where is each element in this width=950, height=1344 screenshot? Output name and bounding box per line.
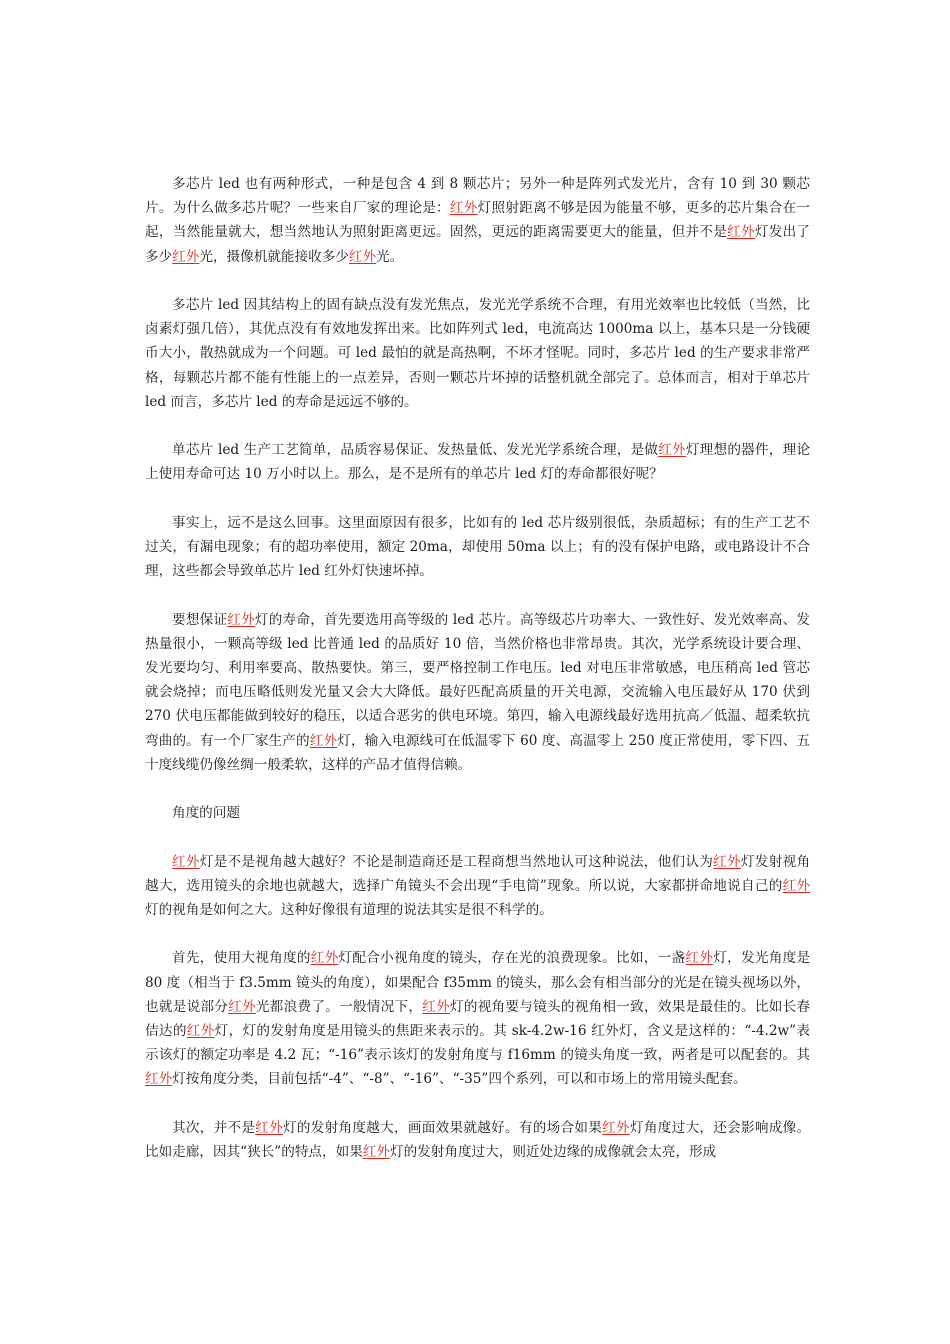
paragraph-text: 灯的发射角度越大，画面效果就越好。有的场合如果	[283, 1119, 603, 1136]
paragraph-text: 灯的发射角度过大，则近处边缘的成像就会太亮，形成	[390, 1144, 717, 1160]
keyword-link[interactable]: 红外	[227, 611, 255, 628]
paragraph-text: 灯发射视角越大，选用镜头的余地也就越大，选择广角镜头不会出现“手电筒”现象。所以说，大家都拼命地说自己的	[145, 853, 811, 894]
keyword-link[interactable]: 红外	[713, 853, 741, 870]
paragraph-text: 灯配合小视角度的镜头，存在光的浪费现象。比如，一盏	[338, 950, 686, 967]
paragraph-text: 单芯片 led 生产工艺简单，品质容易保证、发热量低、发光光学系统合理，是做	[172, 442, 659, 459]
paragraph-text: 灯角度过大，还会影响成像。比如走廊，因其“狭长”的特点，如果	[145, 1119, 811, 1160]
paragraph	[145, 608, 810, 777]
paragraph	[145, 946, 810, 1091]
keyword-link[interactable]: 红外	[228, 998, 256, 1015]
keyword-link[interactable]: 红外	[449, 200, 478, 217]
keyword-link[interactable]: 红外	[685, 950, 714, 967]
paragraph-text: 灯的视角是如何之大。这种好像很有道理的说法其实是很不科学的。	[145, 902, 553, 918]
keyword-link[interactable]: 红外	[145, 1071, 173, 1088]
keyword-link[interactable]: 红外	[602, 1119, 630, 1136]
paragraph-text: 光都浪费了。一般情况下，	[255, 998, 423, 1015]
section-heading: 角度的问题	[172, 805, 240, 822]
keyword-link[interactable]: 红外	[186, 1023, 215, 1039]
keyword-link[interactable]: 红外	[348, 248, 377, 265]
paragraph	[145, 511, 810, 584]
paragraph-text: 其次，并不是	[172, 1119, 256, 1136]
paragraph-text: 多芯片 led 因其结构上的固有缺点没有发光焦点，发光光学系统不合理，有用光效率也比较低（当然，比卤素灯强几倍），其优点没有有效地发挥出来。比如阵列式 led，电流高达 1000ma 以上，基本只是一分钱硬币大小，散热就成为一个问题。可 led 最怕的就是高热啊，不坏才怪呢。同时，多芯片 led 的生产要求非常严格，每颗芯片都不能有性能上的一点差异，否则一颗芯片坏掉的话整机就全部完了。总体而言，相对于单芯片 led 而言，多芯片 led 的寿命是远远不够的。	[145, 297, 810, 410]
paragraph-text: 灯按角度分类，目前包括“-4”、“-8”、“-16”、“-35”四个系列，可以和市场上的常用镜头配套。	[172, 1071, 747, 1088]
paragraph-text: 灯，灯的发射角度是用镜头的焦距来表示的。其 sk-4.2w-16 红外灯，含义是这样的：“-4.2w”表示该灯的额定功率是 4.2 瓦；“-16”表示该灯的发射角度与 f16mm 的镜头角度一致，两者是可以配套的。其	[145, 1023, 810, 1064]
paragraph-text: 事实上，远不是这么回事。这里面原因有很多，比如有的 led 芯片级别很低，杂质超标；有的生产工艺不过关，有漏电现象；有的超功率使用，额定 20ma，却使用 50ma 以上；有的没有保护电路，或电路设计不合理，这些都会导致单芯片 led 红外灯快速坏掉。	[145, 514, 810, 580]
section-angle	[145, 850, 810, 1165]
paragraph	[145, 438, 810, 486]
paragraph-text: 灯理想的器件，理论上使用寿命可达 10 万小时以上。那么，是不是所有的单芯片 led 灯的寿命都很好呢？	[145, 442, 811, 483]
document-body	[145, 172, 810, 1188]
paragraph	[145, 293, 810, 414]
keyword-link[interactable]: 红外	[422, 998, 450, 1015]
paragraph-text: 灯，输入电源线可在低温零下 60 度、高温零上 250 度正常使用，零下四、五十度线缆仍像丝绸一般柔软，这样的产品才值得信赖。	[145, 732, 811, 773]
paragraph-text: 灯发出了多少	[145, 224, 811, 265]
paragraph-text: 光。	[376, 248, 404, 265]
keyword-link[interactable]: 红外	[310, 950, 339, 967]
paragraph	[145, 1116, 810, 1164]
keyword-link[interactable]: 红外	[255, 1119, 284, 1136]
keyword-link[interactable]: 红外	[172, 853, 200, 870]
keyword-link[interactable]: 红外	[172, 248, 200, 265]
keyword-link[interactable]: 红外	[727, 224, 755, 241]
paragraph-text: 多芯片 led 也有两种形式，一种是包含 4 到 8 颗芯片；另外一种是阵列式发光片，含有 10 到 30 颗芯片。为什么做多芯片呢？一些来自厂家的理论是：	[145, 176, 810, 217]
paragraph-text: 灯，发光角度是 80 度（相当于 f3.5mm 镜头的角度），如果配合 f35mm 的镜头，那么会有相当部分的光是在镜头视场以外，也就是说部分	[145, 950, 811, 1015]
section-led-chips	[145, 172, 810, 777]
paragraph-text: 灯的寿命，首先要选用高等级的 led 芯片。高等级芯片功率大、一致性好、发光效率高、发热量很小，一颗高等级 led 比普通 led 的品质好 10 倍，当然价格也非常昂贵。其次，光学系统设计要合理、发光要均匀、利用率要高、散热要快。第三，要严格控制工作电压。led 对电压非常敏感，电压稍高 led 管芯就会烧掉；而电压略低则发光量又会大大降低。最好匹配高质量的开关电源，交流输入电压最好从 170 伏到 270 伏电压都能做到较好的稳压，以适合恶劣的供电环境。第四，输入电源线最好选用抗高／低温、超柔软抗弯曲的。有一个厂家生产的	[145, 611, 811, 749]
paragraph-text: 要想保证	[172, 611, 228, 628]
keyword-link[interactable]: 红外	[362, 1144, 390, 1160]
paragraph-text: 首先，使用大视角度的	[172, 950, 311, 967]
paragraph-text: 灯的视角要与镜头的视角相一致，效果是最佳的。比如长春佶达的	[145, 998, 811, 1039]
paragraph	[145, 850, 810, 923]
keyword-link[interactable]: 红外	[782, 877, 811, 894]
paragraph-text: 灯是不是视角越大越好？不论是制造商还是工程商想当然地认可这种说法，他们认为	[199, 853, 714, 870]
keyword-link[interactable]: 红外	[309, 732, 338, 749]
keyword-link[interactable]: 红外	[658, 442, 686, 459]
paragraph-text: 光，摄像机就能接收多少	[199, 248, 349, 265]
paragraph	[145, 172, 810, 269]
paragraph-text: 灯照射距离不够是因为能量不够，更多的芯片集合在一起，当然能量就大，想当然地认为照射距离更远。固然，更远的距离需要更大的能量，但并不是	[145, 200, 811, 241]
